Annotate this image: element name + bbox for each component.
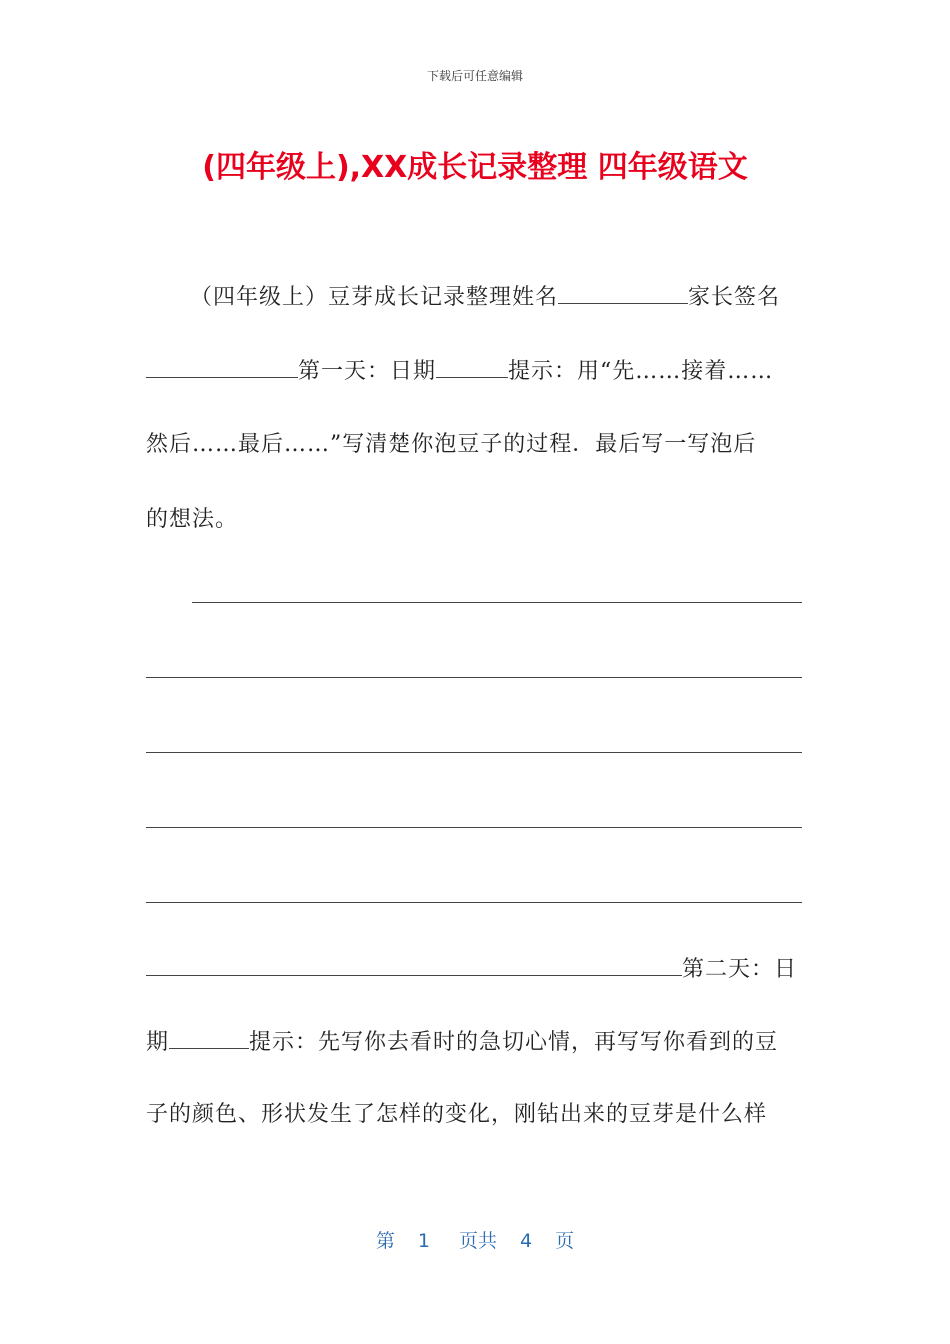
paragraph-line-12: 子的颜色、形状发生了怎样的变化，刚钻出来的豆芽是什么样 [146,1102,768,1127]
day1-date-label: 第一天：日期 [298,359,437,384]
page-current: 1 [417,1230,430,1252]
day2-date-blank[interactable] [169,1026,249,1049]
page-footer [0,1226,950,1253]
day2-date-label: 第二天：日 [682,957,798,982]
signature-blank[interactable] [146,355,298,378]
paragraph-line-2 [146,355,802,387]
writing-line[interactable] [146,902,802,903]
writing-line[interactable] [146,827,802,828]
day2-hint: 提示：先写你去看时的急切心情，再写写你看到的豆 [249,1030,779,1055]
paragraph-line-10 [146,953,802,985]
day2-date-label-cont: 期 [146,1030,170,1055]
writing-line[interactable] [146,752,802,753]
header-note: 下载后可任意编辑 [426,69,523,83]
intro-text: （四年级上）豆芽成长记录整理姓名 [190,285,559,310]
paragraph-line-3: 然后……最后……”写清楚你泡豆子的过程．最后写一写泡后 [146,432,757,457]
paragraph-line-4: 的想法。 [146,507,239,532]
document-title: (四年级上),XX成长记录整理 四年级语文 [202,150,748,185]
paragraph-line-1 [190,281,802,313]
name-blank[interactable] [558,281,688,304]
page-label-mid: 页共 [458,1230,497,1252]
page-label-prefix: 第 [375,1230,395,1252]
paragraph-line-11 [146,1026,802,1058]
page-label-suffix: 页 [555,1230,575,1252]
day1-date-blank[interactable] [436,355,508,378]
writing-line[interactable] [146,677,802,678]
writing-line[interactable] [192,602,802,603]
writing-line[interactable] [146,953,682,976]
parent-signature-label: 家长签名 [688,285,781,310]
day1-hint: 提示：用“先……接着…… [508,359,774,384]
page-total: 4 [520,1230,533,1252]
